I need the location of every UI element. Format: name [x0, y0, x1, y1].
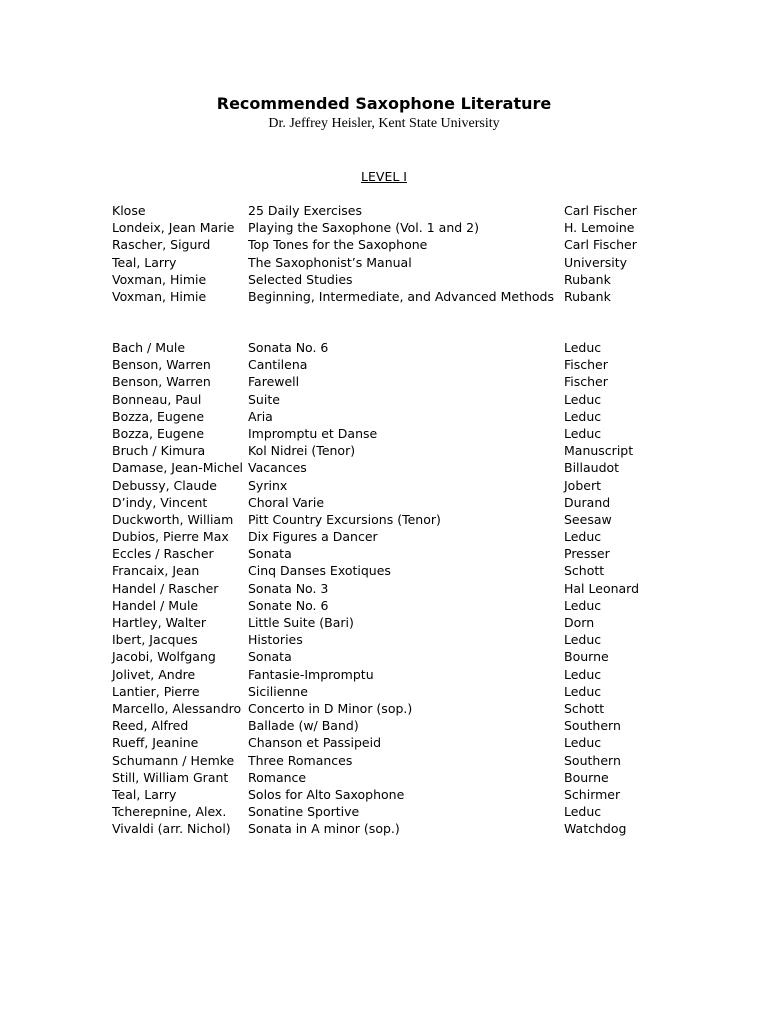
page-title: Recommended Saxophone Literature — [216, 94, 552, 113]
publisher-cell: Leduc — [564, 804, 602, 820]
publisher-cell: Leduc — [564, 340, 602, 355]
publisher-cell: Schirmer — [564, 786, 621, 802]
publisher-cell: Bourne — [564, 649, 609, 665]
composer-cell: Lantier, Pierre — [112, 683, 200, 699]
list-item — [112, 408, 672, 425]
title-cell: Impromptu et Danse — [248, 425, 378, 441]
composer-cell: Tcherepnine, Alex. — [112, 804, 227, 820]
publisher-cell: Carl Fischer — [564, 237, 637, 253]
composer-cell: Londeix, Jean Marie — [112, 220, 235, 236]
list-item — [112, 803, 672, 820]
title-cell: 25 Daily Exercises — [248, 203, 363, 218]
title-cell: Concerto in D Minor (sop.) — [248, 700, 413, 716]
composer-cell: Damase, Jean-Michel — [112, 460, 243, 476]
list-item — [112, 683, 672, 700]
title-cell: The Saxophonist’s Manual — [248, 254, 412, 270]
list-item — [112, 236, 672, 253]
list-item — [112, 648, 672, 665]
composer-cell: Bozza, Eugene — [112, 408, 205, 424]
list-item — [112, 391, 672, 408]
publisher-cell: Jobert — [564, 477, 601, 493]
title-cell: Sonata — [248, 546, 292, 562]
composer-cell: Rueff, Jeanine — [112, 735, 199, 751]
list-item — [112, 700, 672, 717]
title-cell: Fantasie-Impromptu — [248, 666, 374, 682]
list-item — [112, 597, 672, 614]
composer-cell: Dubios, Pierre Max — [112, 529, 229, 545]
list-item — [112, 356, 672, 373]
composer-cell: Ibert, Jacques — [112, 632, 198, 648]
composer-cell: Voxman, Himie — [112, 271, 207, 287]
title-cell: Sonata No. 3 — [248, 580, 329, 596]
title-cell: Chanson et Passipeid — [248, 735, 382, 751]
list-item — [112, 425, 672, 442]
publisher-cell: Leduc — [564, 529, 602, 545]
list-item — [112, 528, 672, 545]
composer-cell: Jacobi, Wolfgang — [112, 649, 216, 665]
title-cell: Cinq Danses Exotiques — [248, 563, 391, 579]
publisher-cell: Schott — [564, 563, 605, 579]
list-item — [112, 373, 672, 390]
list-item — [112, 769, 672, 786]
title-cell: Dix Figures a Dancer — [248, 529, 378, 545]
publisher-cell: Leduc — [564, 391, 602, 407]
composer-cell: Bozza, Eugene — [112, 425, 205, 441]
publisher-cell: Leduc — [564, 425, 602, 441]
composer-cell: Eccles / Rascher — [112, 546, 214, 562]
composer-cell: Handel / Rascher — [112, 580, 219, 596]
title-cell: Sonate No. 6 — [248, 597, 329, 613]
title-cell: Choral Varie — [248, 494, 325, 510]
publisher-cell: H. Lemoine — [564, 220, 635, 236]
title-cell: Pitt Country Excursions (Tenor) — [248, 511, 441, 527]
list-item — [112, 339, 672, 356]
publisher-cell: Leduc — [564, 666, 602, 682]
composer-cell: Handel / Mule — [112, 597, 199, 613]
title-cell: Ballade (w/ Band) — [248, 718, 359, 734]
publisher-cell: Southern — [564, 718, 621, 734]
composer-cell: Benson, Warren — [112, 357, 211, 373]
composer-cell: Voxman, Himie — [112, 288, 207, 304]
composer-cell: Jolivet, Andre — [112, 666, 196, 682]
publisher-cell: Leduc — [564, 735, 602, 751]
composer-cell: Reed, Alfred — [112, 718, 189, 734]
list-item — [112, 734, 672, 751]
title-cell: Little Suite (Bari) — [248, 615, 354, 630]
publisher-cell: Durand — [564, 494, 611, 510]
composer-cell: Bonneau, Paul — [112, 391, 202, 407]
publisher-cell: Dorn — [564, 615, 595, 630]
publisher-cell: University — [564, 254, 628, 270]
composer-cell: Bruch / Kimura — [112, 443, 206, 459]
list-item — [112, 820, 672, 837]
solos-list — [112, 339, 672, 837]
list-item — [112, 752, 672, 769]
publisher-cell: Presser — [564, 546, 610, 562]
publisher-cell: Schott — [564, 700, 605, 716]
publisher-cell: Rubank — [564, 271, 611, 287]
composer-cell: Vivaldi (arr. Nichol) — [112, 821, 231, 837]
composer-cell: Duckworth, William — [112, 511, 234, 527]
title-cell: Solos for Alto Saxophone — [248, 786, 405, 802]
list-item — [112, 580, 672, 597]
list-item — [112, 494, 672, 511]
page-subtitle: Dr. Jeffrey Heisler, Kent State University — [268, 116, 500, 131]
publisher-cell: Southern — [564, 752, 621, 768]
title-cell: Histories — [248, 632, 303, 648]
title-cell: Beginning, Intermediate, and Advanced Methods — [248, 288, 554, 304]
title-cell: Three Romances — [248, 752, 353, 768]
methods-list — [112, 202, 672, 305]
list-item — [112, 254, 672, 271]
list-item — [112, 288, 672, 305]
publisher-cell: Leduc — [564, 597, 602, 613]
title-cell: Romance — [248, 769, 307, 785]
publisher-cell: Fischer — [564, 357, 608, 373]
composer-cell: Schumann / Hemke — [112, 752, 235, 768]
level-heading: LEVEL I — [361, 169, 407, 184]
title-cell: Vacances — [248, 460, 307, 476]
composer-cell: Benson, Warren — [112, 374, 211, 390]
title-cell: Farewell — [248, 374, 300, 390]
list-item — [112, 631, 672, 648]
list-item — [112, 271, 672, 288]
list-item — [112, 717, 672, 734]
publisher-cell: Carl Fischer — [564, 203, 637, 218]
title-cell: Sonata — [248, 649, 292, 665]
publisher-cell: Manuscript — [564, 443, 634, 459]
title-cell: Sonata in A minor (sop.) — [248, 821, 400, 837]
publisher-cell: Watchdog — [564, 821, 627, 837]
composer-cell: D’indy, Vincent — [112, 494, 208, 510]
publisher-cell: Leduc — [564, 683, 602, 699]
title-cell: Sonatine Sportive — [248, 804, 360, 820]
composer-cell: Francaix, Jean — [112, 563, 200, 579]
composer-cell: Teal, Larry — [112, 786, 177, 802]
composer-cell: Teal, Larry — [112, 254, 177, 270]
title-cell: Sonata No. 6 — [248, 340, 329, 355]
list-item — [112, 511, 672, 528]
list-item — [112, 666, 672, 683]
title-cell: Sicilienne — [248, 683, 308, 699]
publisher-cell: Billaudot — [564, 460, 620, 476]
list-item — [112, 786, 672, 803]
publisher-cell: Fischer — [564, 374, 608, 390]
list-item — [112, 459, 672, 476]
title-cell: Playing the Saxophone (Vol. 1 and 2) — [248, 220, 479, 236]
publisher-cell: Rubank — [564, 288, 611, 304]
list-item — [112, 562, 672, 579]
composer-cell: Hartley, Walter — [112, 615, 207, 630]
list-item — [112, 202, 672, 219]
title-cell: Aria — [248, 408, 273, 424]
title-cell: Syrinx — [248, 477, 288, 493]
composer-cell: Still, William Grant — [112, 769, 229, 785]
title-cell: Cantilena — [248, 357, 308, 373]
publisher-cell: Bourne — [564, 769, 609, 785]
publisher-cell: Seesaw — [564, 511, 612, 527]
composer-cell: Rascher, Sigurd — [112, 237, 211, 253]
composer-cell: Debussy, Claude — [112, 477, 217, 493]
title-cell: Selected Studies — [248, 271, 353, 287]
composer-cell: Bach / Mule — [112, 340, 186, 355]
list-item — [112, 219, 672, 236]
publisher-cell: Hal Leonard — [564, 580, 640, 596]
list-item — [112, 442, 672, 459]
title-cell: Top Tones for the Saxophone — [248, 237, 428, 253]
composer-cell: Klose — [112, 203, 146, 218]
list-item — [112, 614, 672, 631]
list-item — [112, 545, 672, 562]
composer-cell: Marcello, Alessandro — [112, 700, 242, 716]
publisher-cell: Leduc — [564, 632, 602, 648]
title-cell: Kol Nidrei (Tenor) — [248, 443, 356, 459]
list-item — [112, 477, 672, 494]
title-cell: Suite — [248, 391, 280, 407]
publisher-cell: Leduc — [564, 408, 602, 424]
